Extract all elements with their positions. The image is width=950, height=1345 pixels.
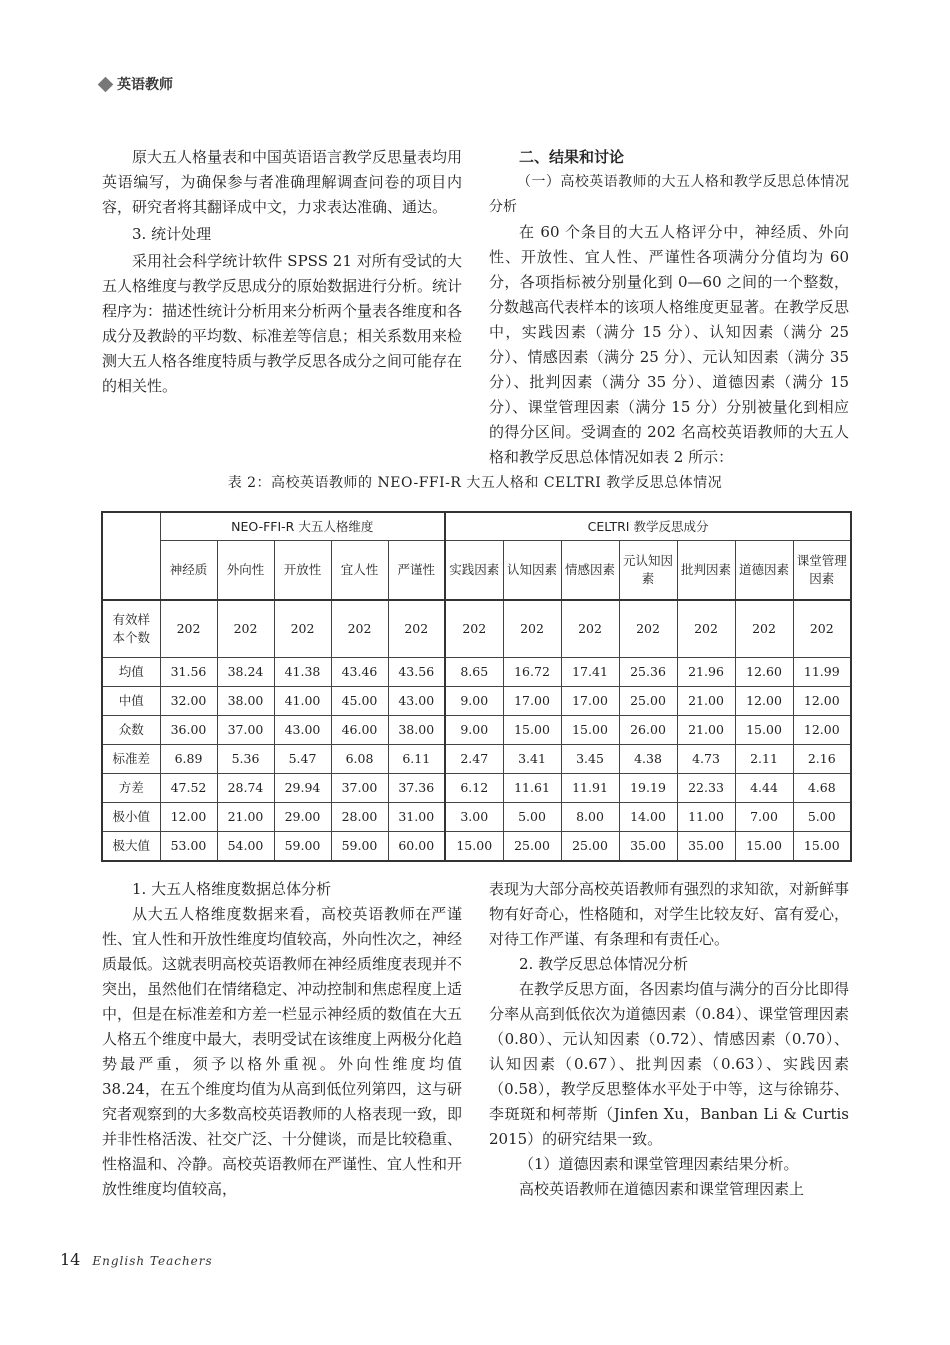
diamond-icon: [98, 76, 114, 92]
table-cell: 3.45: [561, 745, 619, 774]
paragraph: 在 60 个条目的大五人格评分中，神经质、外向性、开放性、宜人性、严谨性各项满分分值均为 60 分，各项指标被分别量化到 0—60 之间的一个整数，分数越高代表样本的该项人格维度更显著。在教学反思中，实践因素（满分 15 分）、认知因素（满分 25 分）、情感因素（满分 25 分）、元认知因素（满分 35 分）、批判因素（满分 35 分）、道德因素（满分 15 分）、课堂管理因素（满分 15 分）分别被量化到相应的得分区间。受调查的 202 名高校英语教师的大五人格和教学反思总体情况如表 2 所示：: [489, 223, 850, 466]
table-cell: 43.00: [274, 716, 331, 745]
table-cell: 11.00: [677, 803, 735, 832]
section-heading-results: 二、结果和讨论: [519, 148, 625, 166]
table-cell: 8.65: [445, 658, 503, 687]
group-header-personality: NEO-FFI-R 大五人格维度: [160, 512, 445, 541]
table-cell: 4.68: [793, 774, 851, 803]
table-cell: 202: [331, 600, 388, 658]
left-column-bottom: [102, 877, 462, 1202]
table-cell: 9.00: [445, 716, 503, 745]
column-header: 道德因素: [735, 541, 793, 601]
table-cell: 202: [445, 600, 503, 658]
table-cell: 5.00: [503, 803, 561, 832]
table-cell: 45.00: [331, 687, 388, 716]
table-cell: 21.00: [677, 687, 735, 716]
table-cell: 202: [503, 600, 561, 658]
column-header: 课堂管理因素: [793, 541, 851, 601]
table-cell: 37.36: [388, 774, 445, 803]
table-cell: 36.00: [160, 716, 217, 745]
paragraph: 在教学反思方面，各因素均值与满分的百分比即得分率从高到低依次为道德因素（0.84）、课堂管理因素（0.80）、元认知因素（0.72）、情感因素（0.70）、认知因素（0.67）、批判因素（0.63）、实践因素（0.58），教学反思整体水平处于中等，这与徐锦芬、李斑斑和柯蒂斯（Jinfen Xu，Banban Li & Curtis 2015）的研究结果一致。: [489, 980, 850, 1148]
row-label: 极大值: [102, 832, 160, 862]
table-cell: 38.00: [217, 687, 274, 716]
row-label: 极小值: [102, 803, 160, 832]
table-row: [102, 803, 851, 832]
table-cell: 11.91: [561, 774, 619, 803]
table-row: [102, 687, 851, 716]
row-label: 众数: [102, 716, 160, 745]
column-header: 情感因素: [561, 541, 619, 601]
table-cell: 4.44: [735, 774, 793, 803]
table-cell: 35.00: [619, 832, 677, 862]
table-cell: 14.00: [619, 803, 677, 832]
group-header-reflection: CELTRI 教学反思成分: [445, 512, 851, 541]
table-row: [102, 774, 851, 803]
table-cell: 54.00: [217, 832, 274, 862]
table-cell: 15.00: [793, 832, 851, 862]
table-cell: 29.00: [274, 803, 331, 832]
right-column-bottom: [489, 877, 849, 1202]
table-cell: 202: [217, 600, 274, 658]
table-cell: 3.41: [503, 745, 561, 774]
table-cell: 12.00: [735, 687, 793, 716]
table-cell: 25.36: [619, 658, 677, 687]
table-cell: 43.46: [331, 658, 388, 687]
table-cell: 31.00: [388, 803, 445, 832]
section-heading-reflection: 2. 教学反思总体情况分析: [519, 955, 689, 973]
table-cell: 21.00: [217, 803, 274, 832]
column-header: 严谨性: [388, 541, 445, 601]
column-header: 宜人性: [331, 541, 388, 601]
table-cell: 4.73: [677, 745, 735, 774]
table-cell: 17.00: [561, 687, 619, 716]
table-cell: 2.16: [793, 745, 851, 774]
table-cell: 60.00: [388, 832, 445, 862]
table-cell: 5.00: [793, 803, 851, 832]
table-cell: 202: [274, 600, 331, 658]
table-cell: 16.72: [503, 658, 561, 687]
column-header: 元认知因素: [619, 541, 677, 601]
table-cell: 202: [735, 600, 793, 658]
table-cell: 28.00: [331, 803, 388, 832]
table-cell: 6.08: [331, 745, 388, 774]
table-cell: 3.00: [445, 803, 503, 832]
column-header: 批判因素: [677, 541, 735, 601]
table-cell: 17.00: [503, 687, 561, 716]
row-label: 方差: [102, 774, 160, 803]
table-cell: 8.00: [561, 803, 619, 832]
table-cell: 38.24: [217, 658, 274, 687]
journal-title: 英语教师: [117, 77, 173, 93]
table-cell: 28.74: [217, 774, 274, 803]
table-cell: 37.00: [331, 774, 388, 803]
row-label: 标准差: [102, 745, 160, 774]
table-cell: 202: [677, 600, 735, 658]
table-cell: 21.96: [677, 658, 735, 687]
paragraph: （1）道德因素和课堂管理因素结果分析。: [519, 1155, 799, 1173]
table-cell: 15.00: [561, 716, 619, 745]
paragraph: 原大五人格量表和中国英语语言教学反思量表均用英语编写，为确保参与者准确理解调查问卷的项目内容，研究者将其翻译成中文，力求表达准确、通达。: [102, 148, 463, 216]
table-row: [102, 745, 851, 774]
table-row: [102, 658, 851, 687]
table-cell: 38.00: [388, 716, 445, 745]
table-cell: 12.60: [735, 658, 793, 687]
table-cell: 53.00: [160, 832, 217, 862]
table-cell: 9.00: [445, 687, 503, 716]
page-number: 14: [60, 1250, 81, 1269]
journal-name: English Teachers: [92, 1254, 213, 1268]
table-cell: 37.00: [217, 716, 274, 745]
column-header: 开放性: [274, 541, 331, 601]
section-heading-stats: 3. 统计处理: [132, 225, 212, 243]
table-cell: 6.11: [388, 745, 445, 774]
table-cell: 46.00: [331, 716, 388, 745]
table-cell: 11.61: [503, 774, 561, 803]
row-label: 中值: [102, 687, 160, 716]
table-cell: 202: [793, 600, 851, 658]
paragraph: 高校英语教师在道德因素和课堂管理因素上: [519, 1180, 805, 1198]
table-row: [102, 832, 851, 862]
table-cell: 43.00: [388, 687, 445, 716]
table-cell: 12.00: [793, 687, 851, 716]
table-row: [102, 716, 851, 745]
table-cell: 47.52: [160, 774, 217, 803]
table-cell: 11.99: [793, 658, 851, 687]
page-footer: [60, 1250, 213, 1269]
table-cell: 25.00: [503, 832, 561, 862]
stats-table: [101, 511, 852, 862]
column-header: 认知因素: [503, 541, 561, 601]
column-header: 神经质: [160, 541, 217, 601]
table-cell: 43.56: [388, 658, 445, 687]
paragraph: 采用社会科学统计软件 SPSS 21 对所有受试的大五人格维度与教学反思成分的原始数据进行分析。统计程序为：描述性统计分析用来分析两个量表各维度和各成分及教龄的平均数、标准差等信息；相关系数用来检测大五人格各维度特质与教学反思各成分之间可能存在的相关性。: [102, 252, 463, 395]
paragraph: 从大五人格维度数据来看，高校英语教师在严谨性、宜人性和开放性维度均值较高，外向性次之，神经质最低。这就表明高校英语教师在神经质维度表现并不突出，虽然他们在情绪稳定、冲动控制和焦虑程度上适中，但是在标准差和方差一栏显示神经质的数值在大五人格五个维度中最大，表明受试在该维度上两极分化趋势最严重，须予以格外重视。外向性维度均值 38.24，在五个维度均值为从高到低位列第四，这与研究者观察到的大多数高校英语教师的人格表现一致，即并非性格活泼、社交广泛、十分健谈，而是比较稳重、性格温和、冷静。高校英语教师在严谨性、宜人性和开放性维度均值较高，: [102, 905, 463, 1198]
column-header: 外向性: [217, 541, 274, 601]
running-header: [100, 74, 173, 94]
table-cell: 17.41: [561, 658, 619, 687]
table-cell: 25.00: [561, 832, 619, 862]
table-cell: 21.00: [677, 716, 735, 745]
table-cell: 202: [619, 600, 677, 658]
table-cell: 35.00: [677, 832, 735, 862]
section-heading-personality: 1. 大五人格维度数据总体分析: [132, 880, 332, 898]
table-cell: 5.47: [274, 745, 331, 774]
table-cell: 29.94: [274, 774, 331, 803]
table-cell: 26.00: [619, 716, 677, 745]
row-label: 有效样本个数: [102, 600, 160, 658]
left-column-top: [102, 145, 462, 399]
table-cell: 32.00: [160, 687, 217, 716]
table-cell: 202: [388, 600, 445, 658]
table-cell: 59.00: [331, 832, 388, 862]
table-cell: 15.00: [503, 716, 561, 745]
row-label: 均值: [102, 658, 160, 687]
table-cell: 19.19: [619, 774, 677, 803]
column-header: 实践因素: [445, 541, 503, 601]
table-cell: 6.12: [445, 774, 503, 803]
table-cell: 6.89: [160, 745, 217, 774]
table-row: [102, 600, 851, 658]
table-cell: 12.00: [160, 803, 217, 832]
table-cell: 5.36: [217, 745, 274, 774]
table-cell: 2.11: [735, 745, 793, 774]
corner-cell: [102, 512, 160, 600]
subsection-heading: （一）高校英语教师的大五人格和教学反思总体情况分析: [489, 174, 849, 215]
table-cell: 7.00: [735, 803, 793, 832]
table-cell: 202: [160, 600, 217, 658]
table-cell: 59.00: [274, 832, 331, 862]
paragraph: 表现为大部分高校英语教师有强烈的求知欲，对新鲜事物有好奇心，性格随和，对学生比较友好、富有爱心，对待工作严谨、有条理和有责任心。: [489, 880, 850, 948]
table-cell: 4.38: [619, 745, 677, 774]
table-caption: 表 2：高校英语教师的 NEO-FFI-R 大五人格和 CELTRI 教学反思总体情况: [227, 475, 723, 491]
table-cell: 12.00: [793, 716, 851, 745]
table-cell: 22.33: [677, 774, 735, 803]
right-column-top: [489, 145, 849, 470]
table-cell: 15.00: [445, 832, 503, 862]
table-cell: 202: [561, 600, 619, 658]
table-cell: 15.00: [735, 716, 793, 745]
table-cell: 2.47: [445, 745, 503, 774]
table-cell: 25.00: [619, 687, 677, 716]
table-cell: 41.38: [274, 658, 331, 687]
table-cell: 31.56: [160, 658, 217, 687]
table-cell: 41.00: [274, 687, 331, 716]
table-cell: 15.00: [735, 832, 793, 862]
